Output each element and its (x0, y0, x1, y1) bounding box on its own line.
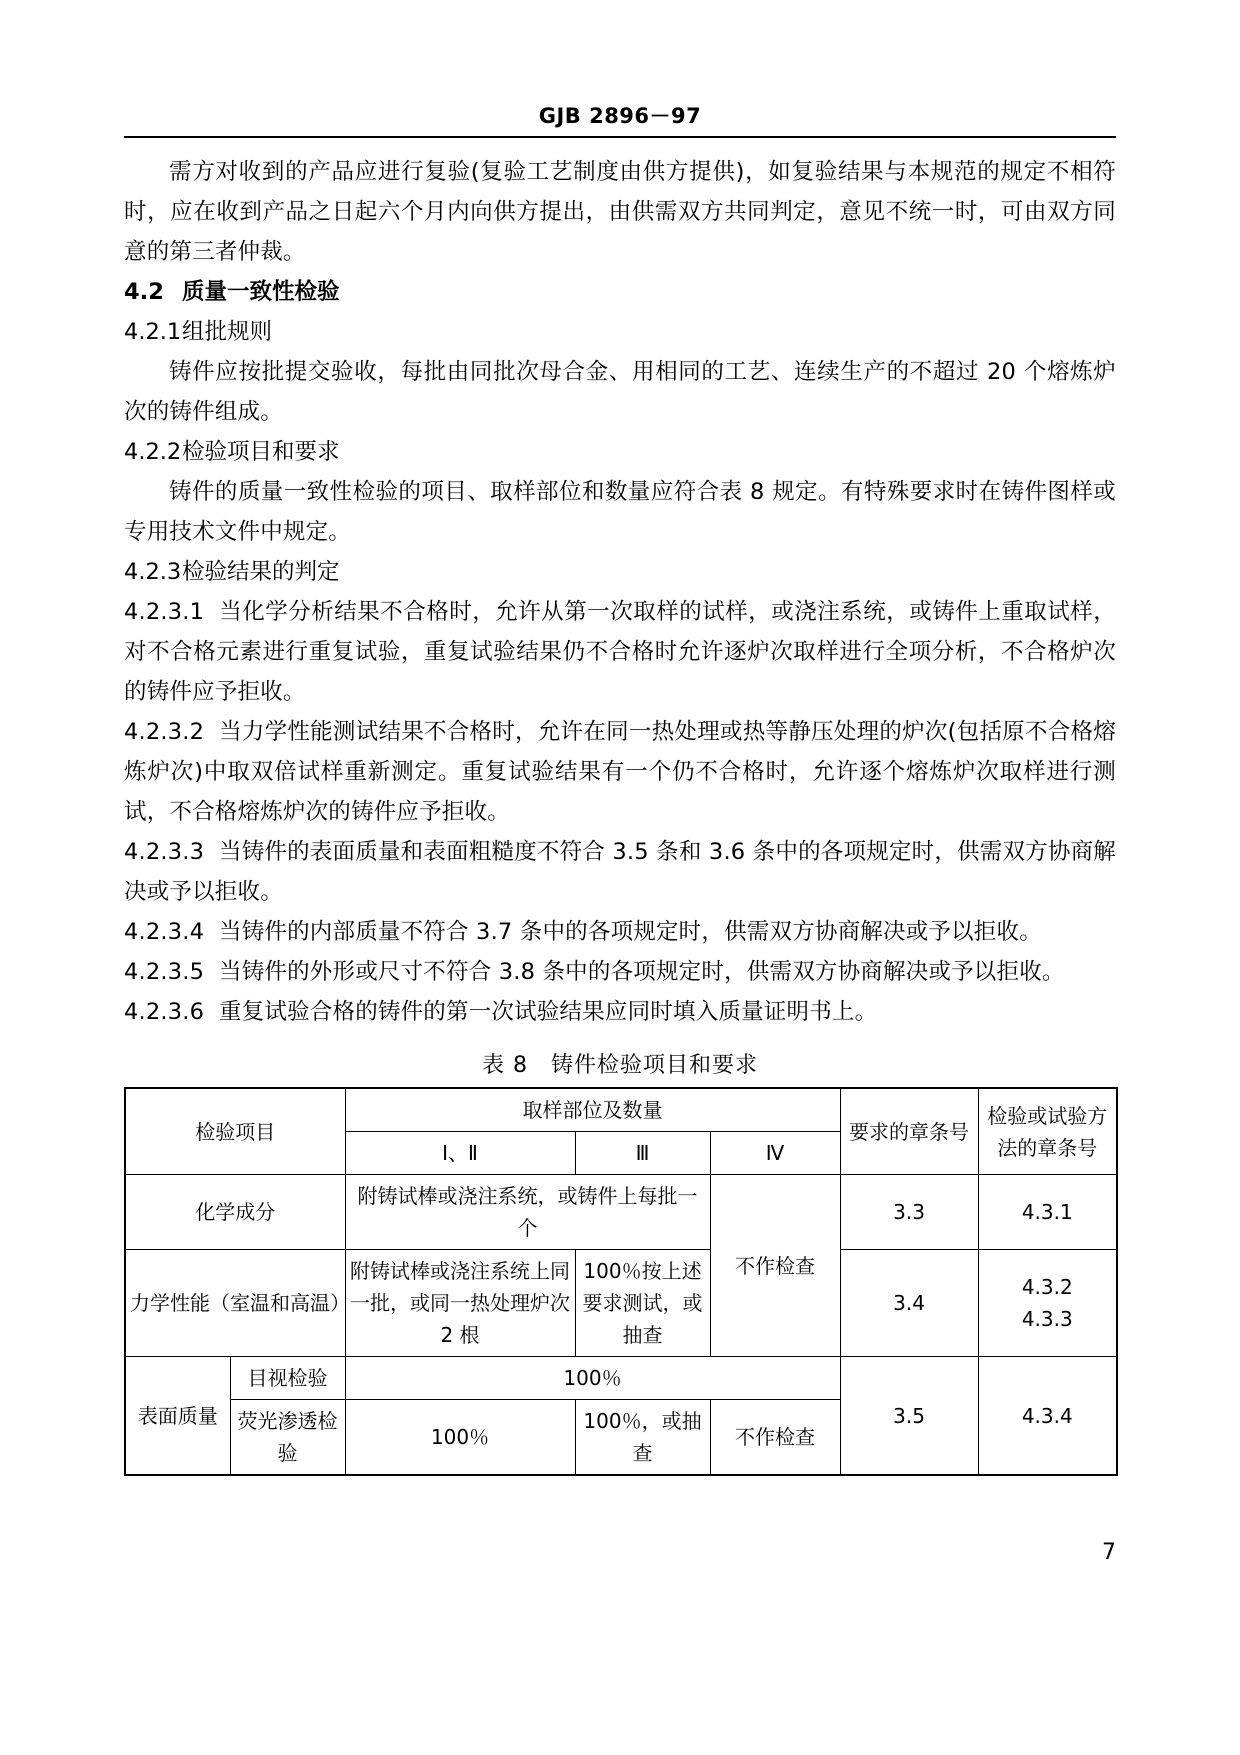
row-subitem-visual: 目视检验 (230, 1357, 345, 1400)
section-4-2-1 (124, 312, 1116, 352)
row-col12-fluorescent: 100％ (345, 1400, 575, 1476)
row-value-visual: 100％ (345, 1357, 840, 1400)
section-4-2-title: 质量一致性检验 (182, 279, 340, 305)
table-row-surface-visual (125, 1357, 1117, 1400)
page-number: 7 (1102, 1540, 1116, 1565)
row-sampling-chemical: 附铸试棒或浇注系统，或铸件上每批一个 (345, 1175, 710, 1250)
clause-4-2-3-4-number: 4.2.3.4 (124, 919, 205, 945)
section-4-2-2-text: 铸件的质量一致性检验的项目、取样部位和数量应符合表 8 规定。有特殊要求时在铸件图样或专用技术文件中规定。 (124, 479, 1116, 545)
section-4-2-2 (124, 432, 1116, 472)
row-method-chemical: 4.3.1 (978, 1175, 1117, 1250)
header-sampling-group: 取样部位及数量 (345, 1088, 840, 1132)
row-method-surface: 4.3.4 (978, 1357, 1117, 1476)
row-item-chemical: 化学成分 (125, 1175, 345, 1250)
header-col-3: Ⅲ (575, 1132, 710, 1175)
row-requirement-chemical: 3.3 (840, 1175, 978, 1250)
row-method-mechanical (978, 1250, 1117, 1357)
clause-4-2-3-2 (124, 712, 1116, 832)
header-requirement-clause: 要求的章条号 (840, 1088, 978, 1175)
row-method-mechanical-line2: 4.3.3 (1021, 1307, 1073, 1331)
clause-4-2-3-3-number: 4.2.3.3 (124, 839, 205, 865)
section-4-2-1-text: 铸件应按批提交验收，每批由同批次母合金、用相同的工艺、连续生产的不超过 20 个熔炼炉次的铸件组成。 (124, 359, 1116, 425)
section-4-2-2-title: 检验项目和要求 (182, 439, 340, 465)
clause-4-2-3-1 (124, 592, 1116, 712)
standard-number-header: GJB 2896－97 (538, 104, 702, 128)
clause-4-2-3-1-number: 4.2.3.1 (124, 599, 205, 625)
row-col3-mechanical: 100％按上述要求测试，或抽查 (575, 1250, 710, 1357)
row-requirement-mechanical: 3.4 (840, 1250, 978, 1357)
header-col-1-2: Ⅰ、Ⅱ (345, 1132, 575, 1175)
row-requirement-surface: 3.5 (840, 1357, 978, 1476)
clause-4-2-3-6-text: 重复试验合格的铸件的第一次试验结果应同时填入质量证明书上。 (219, 999, 878, 1025)
section-4-2-3 (124, 552, 1116, 592)
table-row-chemical-composition (125, 1175, 1117, 1250)
section-4-2-1-number: 4.2.1 (124, 319, 182, 345)
header-divider (124, 136, 1116, 138)
clause-4-2-3-4 (124, 912, 1116, 952)
row-col12-mechanical: 附铸试棒或浇注系统上同一批，或同一热处理炉次 2 根 (345, 1250, 575, 1357)
page-content (124, 100, 1116, 1476)
header-item: 检验项目 (125, 1088, 345, 1175)
row-subitem-fluorescent: 荧光渗透检验 (230, 1400, 345, 1476)
row-col4-chemical: 不作检查 (710, 1175, 840, 1357)
intro-paragraph: 需方对收到的产品应进行复验(复验工艺制度由供方提供)，如复验结果与本规范的规定不相符时，应在收到产品之日起六个月内向供方提出，由供需双方共同判定，意见不统一时，可由双方同意的第三者仲裁。 (124, 159, 1116, 265)
header-method-clause: 检验或试验方法的章条号 (978, 1088, 1117, 1175)
header-col-4: Ⅳ (710, 1132, 840, 1175)
clause-4-2-3-5 (124, 952, 1116, 992)
clause-4-2-3-6 (124, 992, 1116, 1032)
clause-4-2-3-5-number: 4.2.3.5 (124, 959, 205, 985)
clause-4-2-3-1-text: 当化学分析结果不合格时，允许从第一次取样的试样，或浇注系统，或铸件上重取试样，对不合格元素进行重复试验，重复试验结果仍不合格时允许逐炉次取样进行全项分析，不合格炉次的铸件应予拒收。 (124, 599, 1116, 705)
section-4-2-3-title: 检验结果的判定 (182, 559, 340, 585)
row-col4-fluorescent: 不作检查 (710, 1400, 840, 1476)
clause-4-2-3-4-text: 当铸件的内部质量不符合 3.7 条中的各项规定时，供需双方协商解决或予以拒收。 (219, 919, 1042, 945)
clause-4-2-3-2-number: 4.2.3.2 (124, 719, 205, 745)
row-item-mechanical: 力学性能（室温和高温） (125, 1250, 345, 1357)
section-4-2-3-number: 4.2.3 (124, 559, 182, 585)
row-method-mechanical-line1: 4.3.2 (1021, 1275, 1073, 1299)
clause-4-2-3-6-number: 4.2.3.6 (124, 999, 205, 1025)
clause-4-2-3-3 (124, 832, 1116, 912)
section-4-2-number: 4.2 (124, 279, 164, 305)
table-row-mechanical-properties (125, 1250, 1117, 1357)
section-4-2-1-title: 组批规则 (182, 319, 273, 345)
clause-4-2-3-3-text: 当铸件的表面质量和表面粗糙度不符合 3.5 条和 3.6 条中的各项规定时，供需双方协商解决或予以拒收。 (124, 839, 1116, 905)
table-8-caption: 表 8 铸件检验项目和要求 (482, 1053, 758, 1078)
table-8 (124, 1087, 1118, 1476)
row-col3-fluorescent: 100％，或抽查 (575, 1400, 710, 1476)
table-row-header-1 (125, 1088, 1117, 1132)
row-item-surface-quality: 表面质量 (125, 1357, 230, 1476)
section-4-2 (124, 272, 1116, 312)
section-4-2-2-number: 4.2.2 (124, 439, 182, 465)
clause-4-2-3-2-text: 当力学性能测试结果不合格时，允许在同一热处理或热等静压处理的炉次(包括原不合格熔炼炉次)中取双倍试样重新测定。重复试验结果有一个仍不合格时，允许逐个熔炼炉次取样进行测试，不合格熔炼炉次的铸件应予拒收。 (124, 719, 1116, 825)
clause-4-2-3-5-text: 当铸件的外形或尺寸不符合 3.8 条中的各项规定时，供需双方协商解决或予以拒收。 (219, 959, 1065, 985)
